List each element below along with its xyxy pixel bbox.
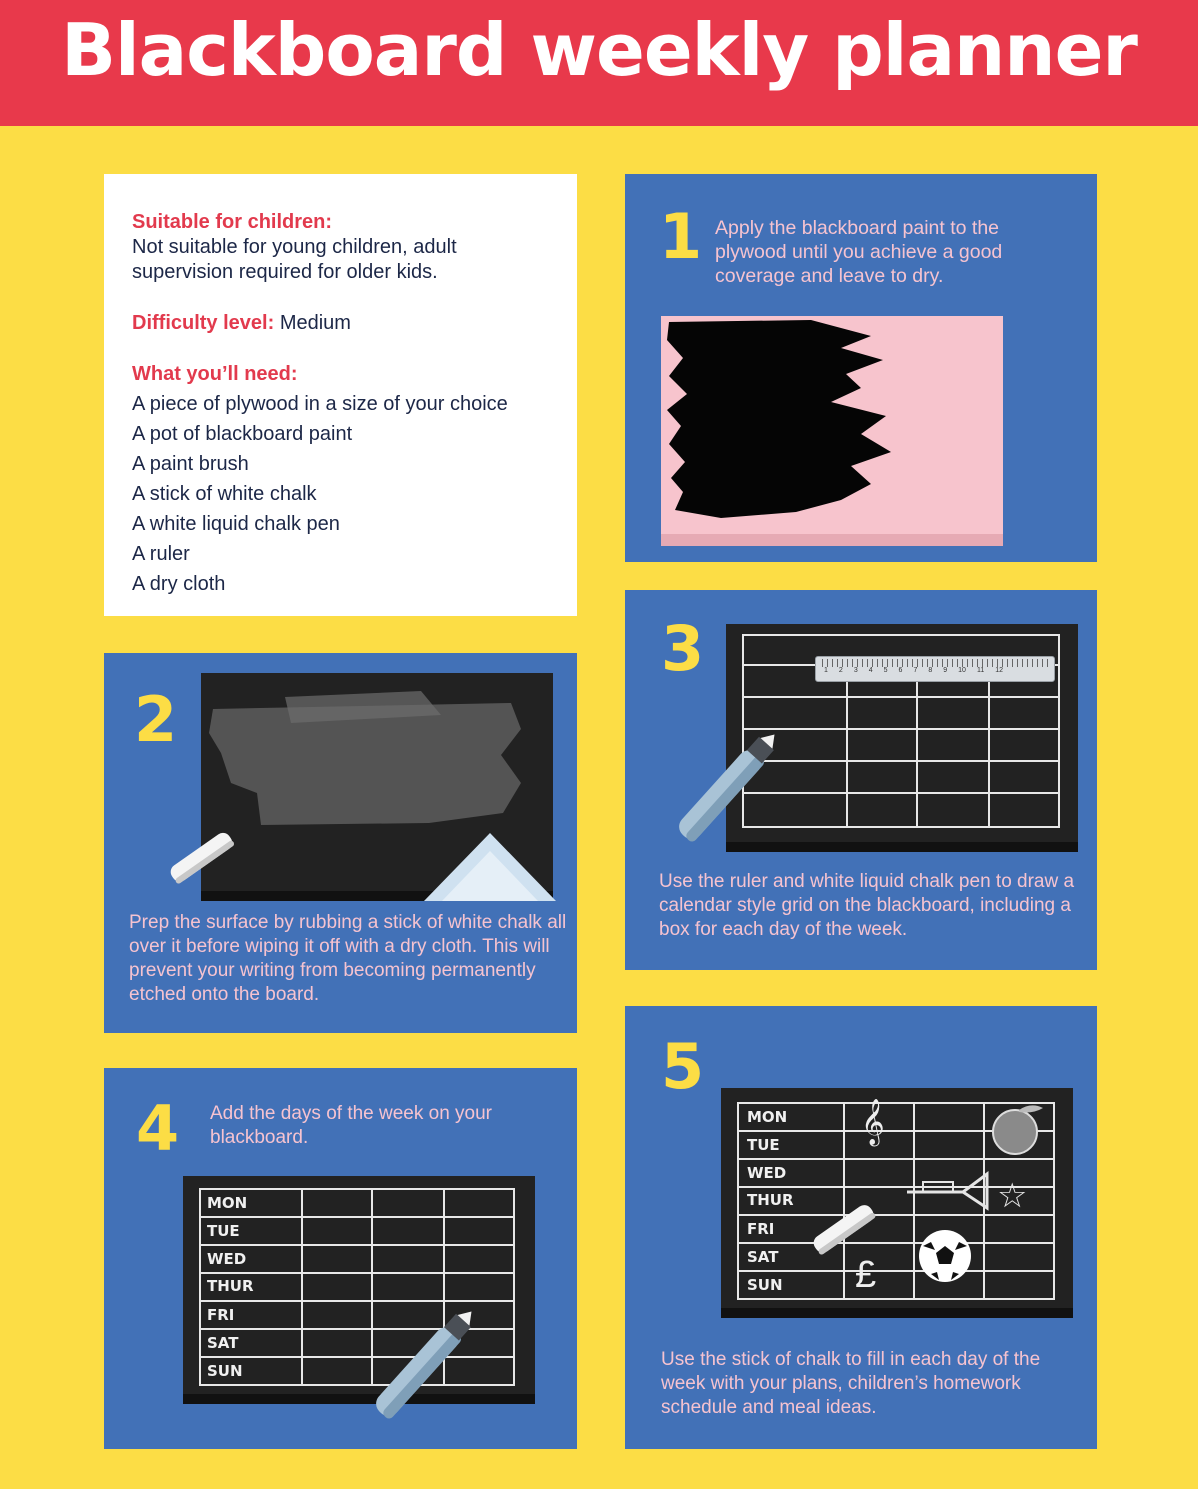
day-label: MON xyxy=(207,1194,248,1212)
list-item: A piece of plywood in a size of your choice xyxy=(132,393,508,415)
needs-list xyxy=(132,389,549,599)
football-icon xyxy=(917,1228,973,1284)
ruler-mark: 7 xyxy=(913,667,918,674)
day-label: WED xyxy=(747,1164,787,1182)
board-ledge xyxy=(721,1308,1073,1318)
star-icon: ☆ xyxy=(997,1177,1028,1215)
list-item: A stick of white chalk xyxy=(132,483,317,505)
day-label: TUE xyxy=(207,1222,240,1240)
day-label: THUR xyxy=(747,1191,794,1209)
ruler-mark: 4 xyxy=(868,667,873,674)
step-2-text: Prep the surface by rubbing a stick of white chalk all over it before wiping it off with a dry cloth. This will prevent your writing from becoming permanently etched onto the board. xyxy=(129,912,567,1005)
ruler-mark: 8 xyxy=(928,667,933,674)
ruler-mark: 9 xyxy=(943,667,948,674)
list-item: A pot of blackboard paint xyxy=(132,423,353,445)
step-2-panel xyxy=(104,653,577,1033)
day-label: SAT xyxy=(747,1248,779,1266)
ruler-mark: 5 xyxy=(883,667,888,674)
chalk-pen-icon xyxy=(356,1296,496,1428)
ruler-mark: 12 xyxy=(995,667,1004,674)
day-label: SAT xyxy=(207,1334,239,1352)
ruler-mark: 6 xyxy=(898,667,903,674)
step-5-text: Use the stick of chalk to fill in each day of the week with your plans, children’s homework schedule and meal ideas. xyxy=(661,1349,1041,1418)
ruler-mark: 10 xyxy=(958,667,966,674)
list-item: A white liquid chalk pen xyxy=(132,513,340,535)
chalk-stick-icon xyxy=(160,825,240,889)
ruler-mark: 3 xyxy=(853,667,858,674)
apple-icon xyxy=(991,1102,1049,1158)
day-label: MON xyxy=(747,1108,788,1126)
step-2-number: 2 xyxy=(134,683,178,756)
day-label: TUE xyxy=(747,1136,780,1154)
day-label: FRI xyxy=(207,1306,235,1324)
step-1-panel xyxy=(625,174,1097,562)
day-label: SUN xyxy=(747,1276,783,1294)
cloth-icon xyxy=(422,831,557,903)
list-item: A dry cloth xyxy=(132,573,226,595)
difficulty-value: Medium xyxy=(279,312,351,334)
pound-icon: £ xyxy=(855,1254,877,1296)
step-1-text: Apply the blackboard paint to the plywood until you achieve a good coverage and leave to dry. xyxy=(715,217,1003,287)
step-4-number: 4 xyxy=(136,1092,180,1165)
ruler-mark: 2 xyxy=(838,667,843,674)
day-label: THUR xyxy=(207,1277,254,1295)
day-label: WED xyxy=(207,1250,247,1268)
step-4-panel xyxy=(104,1068,577,1449)
needs-label: What you’ll need: xyxy=(132,363,298,385)
suitable-label: Suitable for children: xyxy=(132,211,333,233)
day-label: FRI xyxy=(747,1220,775,1238)
difficulty-label: Difficulty level: xyxy=(132,312,275,334)
day-label: SUN xyxy=(207,1362,243,1380)
step-3-number: 3 xyxy=(661,612,705,685)
difficulty-row xyxy=(132,311,549,336)
info-card xyxy=(104,174,577,616)
chalk-stick-icon xyxy=(805,1198,881,1258)
ruler-icon xyxy=(815,656,1055,682)
painted-plywood-illustration xyxy=(661,316,1003,546)
treble-clef-icon: 𝄞 xyxy=(861,1100,885,1144)
trumpet-icon xyxy=(903,1168,993,1212)
step-3-text: Use the ruler and white liquid chalk pen to draw a calendar style grid on the blackboard, including a box for each day of the week. xyxy=(659,871,1075,940)
step-1-number: 1 xyxy=(659,200,703,273)
step-5-number: 5 xyxy=(661,1030,705,1103)
step-5-panel xyxy=(625,1006,1097,1449)
step-3-panel xyxy=(625,590,1097,970)
list-item: A ruler xyxy=(132,543,190,565)
step-4-text: Add the days of the week on your blackboard. xyxy=(210,1103,493,1148)
filled-board-illustration xyxy=(721,1088,1073,1318)
ruler-mark: 1 xyxy=(824,667,828,674)
page-title: Blackboard weekly planner xyxy=(61,8,1137,92)
chalk-pen-icon xyxy=(659,718,799,852)
ruler-mark: 11 xyxy=(976,667,985,674)
list-item: A paint brush xyxy=(132,453,249,475)
header-banner xyxy=(0,0,1198,126)
suitable-text: Not suitable for young children, adult supervision required for older kids. xyxy=(132,236,457,283)
